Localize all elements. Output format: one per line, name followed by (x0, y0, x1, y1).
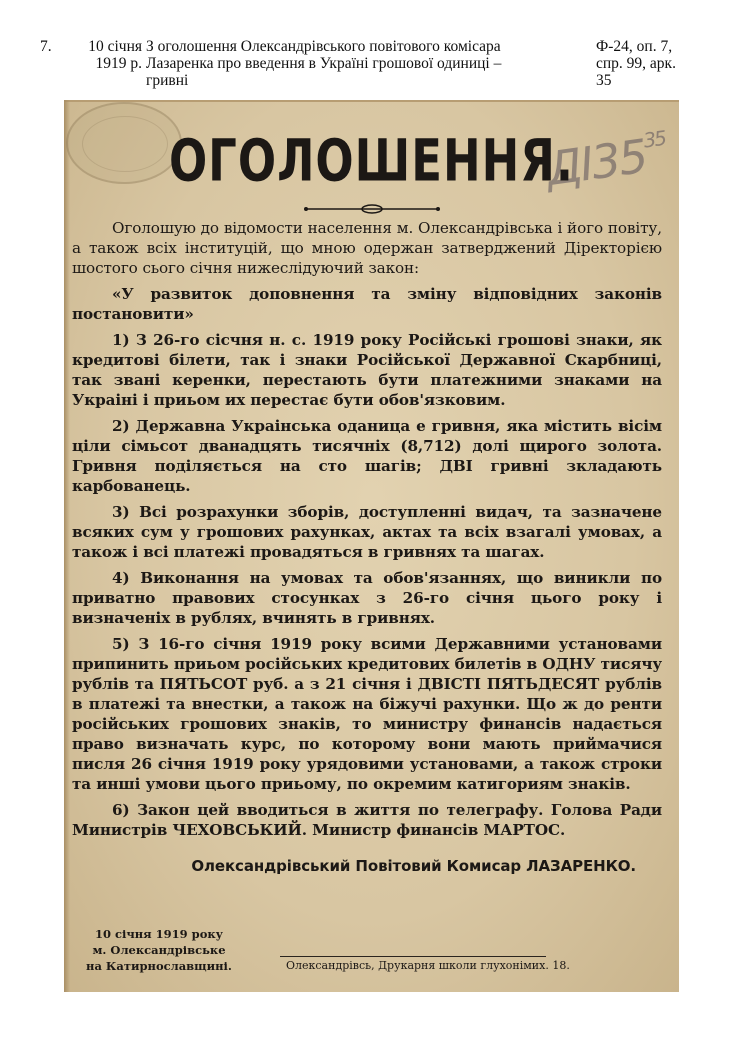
law-article-5: 5) З 16-го січня 1919 року всими Державними установами припинить приьом російських кредитових билетів в ОДНУ тисячу рублів та ПЯТЬСОТ руб. а з 21 січня і ДВІСТІ ПЯТЬДЕСЯТ рублів в платежі та внестки, а також на біжучі рахунки. Що ж до ренти російських грошових знаків, то министру финансів надається право визначать курс, по которому вони мають приймачися писля 26 січня 1919 року урядовими установами, а також строки та инші умови цього приьому, по окремим катигориям знаків. (72, 635, 662, 793)
printer-rule (280, 956, 546, 957)
law-article-1: 1) З 26-го сісчня н. с. 1919 року Російські грошові знаки, як кредитові білети, так і знаки Російської Державної Скарбниці, так звані керенки, перестають бути платежними знаками на Украіні і приьом их перестає бути обов'язковим. (72, 331, 662, 409)
entry-description-line: гривні (146, 72, 189, 89)
archive-reference-line: спр. 99, арк. (596, 55, 676, 72)
paper-edge (64, 100, 679, 102)
paper-shadow (64, 100, 70, 992)
scanned-document (64, 100, 679, 992)
archive-reference-line: Ф-24, оп. 7, (596, 38, 673, 55)
date-place-line: на Катирнославщині. (86, 959, 232, 973)
entry-description (146, 38, 586, 89)
entry-date (66, 38, 142, 72)
signature-line: Олександрівський Повітовий Комисар ЛАЗАРЕНКО. (191, 857, 636, 875)
law-article-6: 6) Закон цей вводиться в життя по телеграфу. Голова Ради Министрів ЧЕХОВСЬКИЙ. Министр финансів МАРТОС. (72, 801, 662, 839)
document-body (72, 218, 662, 882)
archive-mark-small: 35 (641, 125, 667, 153)
entry-date-year: 1919 р. (95, 55, 142, 72)
entry-number: 7. (40, 38, 52, 55)
entry-date-day: 10 січня (88, 38, 142, 55)
printer-imprint: Олександрівсь, Друкарня школи глухонімих. 18. (286, 959, 570, 972)
entry-description-line: Лазаренка про введення в Україні грошової одиниці – (146, 55, 502, 72)
ornament-divider-icon (302, 202, 442, 216)
archive-reference (596, 38, 716, 89)
archive-reference-line: 35 (596, 72, 612, 89)
date-place-block (84, 926, 234, 974)
document-title: ОГОЛОШЕННЯ. (168, 127, 575, 195)
law-article-2: 2) Державна Украінська оданица е гривня, яка містить вісім ціли сімьсот дванадцять тисячніх (8,712) долі щирого золота. Гривня поділяється на сто шагів; ДВІ гривні зкладають карбованець. (72, 417, 662, 495)
archive-mark-main: ДІ35 (542, 128, 650, 197)
law-article-3: 3) Всі розрахунки зборів, доступленні видач, та зазначене всяких сум у грошових рахунках, актах та всіх взагалі умовах, а також і всі платежі провадяться в гривнях та шагах. (72, 503, 662, 561)
date-place-line: 10 січня 1919 року (94, 927, 224, 941)
law-article-4: 4) Виконання на умовах та обов'язаннях, що виникли по приватно правових стосунках з 26-го січня цього року і визначеніх в рублях, вчинять в гривнях. (72, 569, 662, 627)
intro-paragraph: Оголошую до відомости населення м. Олександрівська і його повіту, а також всіх інституцій, що мною одержан затверджений Діректорією шостого сього січня нижеслідуючий закон: (72, 219, 662, 277)
law-title: «У развиток доповнення та зміну відповідних законів постановити» (72, 285, 662, 323)
entry-description-line: З оголошення Олександрівського повітового комісара (146, 38, 501, 55)
date-place-line: м. Олександрівське (92, 943, 226, 957)
